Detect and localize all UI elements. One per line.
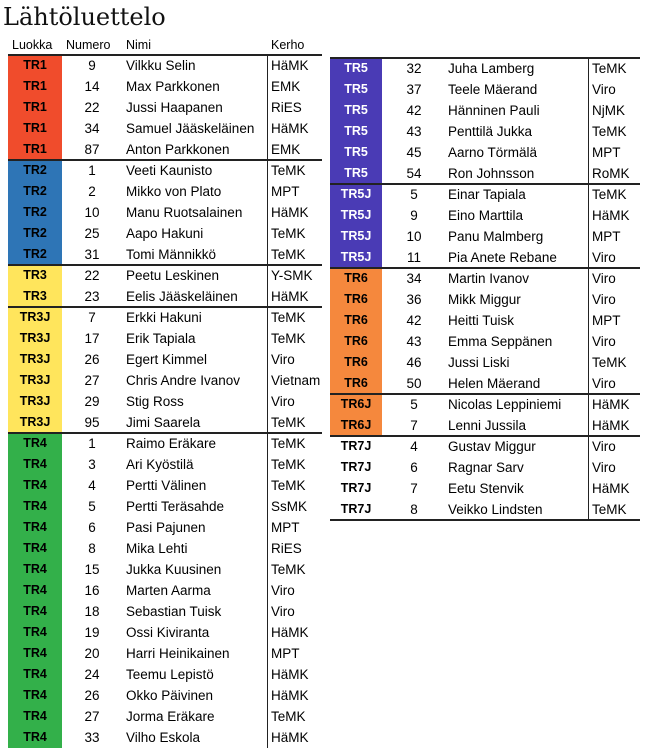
name-cell: Marten Aarma [126,583,211,598]
club-cell: SsMK [271,499,308,514]
name-cell: Manu Ruotsalainen [126,205,243,220]
name-cell: Gustav Miggur [448,439,536,454]
number-cell: 7 [410,481,418,496]
header-class: Luokka [12,38,53,52]
table-row [8,76,322,97]
club-cell: MPT [271,184,300,199]
table-row [8,265,322,286]
number-cell: 54 [406,166,422,181]
name-cell: Tomi Männikkö [126,247,217,262]
class-cell: TR6 [330,352,382,373]
class-cell: TR5 [330,121,382,142]
table-row [8,97,322,118]
club-cell: HäMK [271,688,309,703]
table-row [8,118,322,139]
number-cell: 9 [410,208,418,223]
table-row [8,160,322,181]
number-cell: 6 [410,460,418,475]
table-row [330,457,640,478]
class-cell: TR4 [8,559,62,580]
club-cell: HäMK [271,205,309,220]
class-cell: TR4 [8,622,62,643]
number-cell: 16 [84,583,100,598]
number-cell: 26 [84,688,100,703]
table-row [8,328,322,349]
number-cell: 8 [88,541,96,556]
club-cell: HäMK [592,397,630,412]
number-cell: 25 [84,226,100,241]
table-row [330,310,640,331]
table-row [8,496,322,517]
class-cell: TR7J [330,478,382,499]
class-cell: TR4 [8,517,62,538]
name-cell: Erkki Hakuni [126,310,202,325]
class-cell: TR3J [8,328,62,349]
table-row [8,391,322,412]
name-cell: Pasi Pajunen [126,520,206,535]
name-cell: Max Parkkonen [126,79,220,94]
class-cell: TR2 [8,244,62,265]
name-cell: Stig Ross [126,394,184,409]
class-cell: TR1 [8,55,62,76]
page-title: Lähtöluettelo [3,3,166,31]
name-cell: Penttilä Jukka [448,124,533,139]
class-cell: TR1 [8,76,62,97]
table-row [8,559,322,580]
table-row [8,55,322,76]
table-row [330,415,640,436]
club-cell: Viro [592,292,616,307]
table-row [8,454,322,475]
class-cell: TR5 [330,79,382,100]
club-cell: TeMK [271,457,306,472]
group-separator [8,159,322,161]
group-separator [330,267,640,269]
number-cell: 9 [88,58,96,73]
name-cell: Teemu Lepistö [126,667,214,682]
name-cell: Jukka Kuusinen [126,562,222,577]
club-cell: TeMK [271,478,306,493]
club-cell: TeMK [271,436,306,451]
header-name: Nimi [126,38,151,52]
class-cell: TR4 [8,727,62,748]
class-cell: TR7J [330,457,382,478]
name-cell: Jussi Liski [448,355,510,370]
club-cell: Viro [592,250,616,265]
number-cell: 5 [88,499,96,514]
number-cell: 14 [84,79,100,94]
number-cell: 37 [406,82,422,97]
group-separator [330,183,640,185]
number-cell: 4 [410,439,418,454]
name-cell: Helen Mäerand [448,376,541,391]
number-cell: 22 [84,100,100,115]
table-row [8,412,322,433]
number-cell: 95 [84,415,100,430]
club-cell: Viro [592,82,616,97]
club-cell: Viro [271,583,295,598]
class-cell: TR6 [330,289,382,310]
table-row [8,202,322,223]
table-row [8,475,322,496]
table-row [8,727,322,748]
number-cell: 34 [84,121,100,136]
name-cell: Eelis Jääskeläinen [126,289,238,304]
name-cell: Ossi Kiviranta [126,625,210,640]
club-cell: Viro [592,460,616,475]
club-cell: TeMK [592,124,627,139]
table-row [8,601,322,622]
name-cell: Chris Andre Ivanov [126,373,241,388]
number-cell: 42 [406,313,422,328]
number-cell: 7 [410,418,418,433]
name-cell: Eino Marttila [448,208,524,223]
club-cell: Viro [271,394,295,409]
club-cell: HäMK [592,208,630,223]
table-row [330,268,640,289]
name-cell: Lenni Jussila [448,418,527,433]
club-cell: TeMK [271,709,306,724]
number-cell: 24 [84,667,100,682]
class-cell: TR3J [8,349,62,370]
table-row [330,373,640,394]
name-cell: Hänninen Pauli [448,103,540,118]
table-row [330,331,640,352]
name-cell: Panu Malmberg [448,229,544,244]
class-cell: TR5J [330,247,382,268]
class-cell: TR4 [8,475,62,496]
number-cell: 10 [406,229,422,244]
name-cell: Aarno Törmälä [448,145,538,160]
club-cell: NjMK [592,103,625,118]
table-row [8,307,322,328]
table-row [330,226,640,247]
table-row [330,121,640,142]
table-row [330,394,640,415]
name-cell: Jimi Saarela [126,415,201,430]
name-cell: Raimo Eräkare [126,436,217,451]
table-row [8,433,322,454]
table-row [8,286,322,307]
club-cell: RiES [271,100,302,115]
group-separator [8,432,322,434]
class-cell: TR3J [8,391,62,412]
number-cell: 8 [410,502,418,517]
left-start-list-table [8,55,322,755]
class-cell: TR1 [8,118,62,139]
club-cell: HäMK [271,121,309,136]
club-cell: MPT [271,646,300,661]
table-row [330,142,640,163]
table-row [8,517,322,538]
number-cell: 19 [84,625,100,640]
club-cell: MPT [592,145,621,160]
class-cell: TR3J [8,370,62,391]
table-row [8,244,322,265]
club-cell: MPT [592,229,621,244]
name-cell: Einar Tapiala [448,187,526,202]
number-cell: 2 [88,184,96,199]
name-cell: Pertti Välinen [126,478,207,493]
club-cell: Viro [271,604,295,619]
group-separator [330,435,640,437]
class-cell: TR5 [330,142,382,163]
club-cell: EMK [271,142,301,157]
club-cell: TeMK [592,355,627,370]
group-separator [330,393,640,395]
name-cell: Ragnar Sarv [448,460,524,475]
number-cell: 11 [406,250,421,265]
table-row [330,163,640,184]
group-separator [8,54,322,56]
name-cell: Ari Kyöstilä [126,457,194,472]
club-cell: HäMK [271,667,309,682]
club-cell: TeMK [271,247,306,262]
table-row [330,352,640,373]
club-cell: Viro [592,334,616,349]
club-cell: TeMK [271,310,306,325]
club-cell: TeMK [592,502,627,517]
class-cell: TR3J [8,412,62,433]
name-cell: Teele Mäerand [448,82,538,97]
class-cell: TR5J [330,226,382,247]
number-cell: 29 [84,394,100,409]
club-cell: TeMK [271,562,306,577]
name-cell: Harri Heinikainen [126,646,230,661]
name-cell: Jorma Eräkare [126,709,215,724]
name-cell: Eetu Stenvik [448,481,524,496]
name-cell: Nicolas Leppiniemi [448,397,562,412]
number-cell: 7 [88,310,96,325]
club-column-divider [588,58,589,520]
number-cell: 34 [406,271,422,286]
club-cell: TeMK [271,415,306,430]
table-row [330,478,640,499]
class-cell: TR1 [8,97,62,118]
name-cell: Emma Seppänen [448,334,553,349]
name-cell: Mika Lehti [126,541,188,556]
club-cell: Viro [271,352,295,367]
table-row [8,538,322,559]
number-cell: 36 [406,292,422,307]
class-cell: TR4 [8,496,62,517]
class-cell: TR7J [330,499,382,520]
club-cell: EMK [271,79,301,94]
number-cell: 18 [84,604,100,619]
header-number: Numero [66,38,111,52]
club-cell: TeMK [271,331,306,346]
table-row [8,643,322,664]
class-cell: TR5 [330,100,382,121]
number-cell: 31 [84,247,100,262]
class-cell: TR4 [8,643,62,664]
class-cell: TR5J [330,184,382,205]
club-cell: Viro [592,439,616,454]
class-cell: TR4 [8,454,62,475]
number-cell: 17 [84,331,100,346]
number-cell: 87 [84,142,100,157]
class-cell: TR4 [8,685,62,706]
table-bottom-border [330,519,640,521]
class-cell: TR5 [330,58,382,79]
table-row [330,436,640,457]
class-cell: TR7J [330,436,382,457]
number-cell: 5 [410,397,418,412]
class-cell: TR6J [330,415,382,436]
number-cell: 26 [84,352,100,367]
group-separator [8,264,322,266]
table-row [8,370,322,391]
name-cell: Ron Johnsson [448,166,535,181]
table-row [330,58,640,79]
class-cell: TR4 [8,706,62,727]
club-cell: HäMK [592,481,630,496]
table-row [8,139,322,160]
number-cell: 33 [84,730,100,745]
table-row [330,289,640,310]
name-cell: Samuel Jääskeläinen [126,121,255,136]
class-cell: TR6 [330,268,382,289]
number-cell: 10 [84,205,100,220]
class-cell: TR6 [330,373,382,394]
number-cell: 43 [406,124,422,139]
number-cell: 42 [406,103,422,118]
table-row [330,100,640,121]
table-row [8,664,322,685]
club-cell: HäMK [592,418,630,433]
class-cell: TR2 [8,181,62,202]
name-cell: Veikko Lindsten [448,502,543,517]
club-cell: MPT [271,520,300,535]
club-cell: HäMK [271,625,309,640]
right-start-list-table [330,58,640,524]
club-cell: TeMK [271,163,306,178]
name-cell: Okko Päivinen [126,688,214,703]
club-cell: RiES [271,541,302,556]
class-cell: TR6 [330,310,382,331]
number-cell: 46 [406,355,422,370]
club-cell: Y-SMK [271,268,313,283]
class-cell: TR3J [8,307,62,328]
number-cell: 45 [406,145,422,160]
table-row [8,181,322,202]
table-row [8,223,322,244]
class-cell: TR3 [8,265,62,286]
number-cell: 43 [406,334,422,349]
table-row [330,205,640,226]
table-row [8,685,322,706]
class-cell: TR3 [8,286,62,307]
club-cell: MPT [592,313,621,328]
number-cell: 32 [406,61,422,76]
class-cell: TR4 [8,538,62,559]
club-cell: TeMK [271,226,306,241]
club-column-divider [267,55,268,748]
table-row [8,706,322,727]
name-cell: Peetu Leskinen [126,268,220,283]
club-cell: HäMK [271,289,309,304]
number-cell: 3 [88,457,96,472]
name-cell: Anton Parkkonen [126,142,230,157]
name-cell: Jussi Haapanen [126,100,223,115]
name-cell: Vilho Eskola [126,730,201,745]
club-cell: HäMK [271,730,309,745]
class-cell: TR4 [8,580,62,601]
number-cell: 22 [84,268,100,283]
class-cell: TR4 [8,601,62,622]
name-cell: Pia Anete Rebane [448,250,557,265]
class-cell: TR2 [8,202,62,223]
name-cell: Egert Kimmel [126,352,208,367]
table-row [330,247,640,268]
club-cell: Viro [592,376,616,391]
table-row [8,622,322,643]
name-cell: Erik Tapiala [126,331,196,346]
name-cell: Aapo Hakuni [126,226,204,241]
number-cell: 27 [84,709,100,724]
table-row [330,499,640,520]
club-cell: TeMK [592,187,627,202]
class-cell: TR2 [8,160,62,181]
number-cell: 23 [84,289,100,304]
number-cell: 4 [88,478,96,493]
table-row [8,580,322,601]
name-cell: Vilkku Selin [126,58,196,73]
name-cell: Mikk Miggur [448,292,521,307]
number-cell: 1 [88,163,96,178]
class-cell: TR4 [8,433,62,454]
class-cell: TR5J [330,205,382,226]
class-cell: TR4 [8,664,62,685]
name-cell: Sebastian Tuisk [126,604,222,619]
class-cell: TR5 [330,163,382,184]
class-cell: TR6J [330,394,382,415]
table-row [330,184,640,205]
table-row [330,79,640,100]
club-cell: RoMK [592,166,630,181]
class-cell: TR1 [8,139,62,160]
header-club: Kerho [271,38,305,52]
name-cell: Martin Ivanov [448,271,530,286]
name-cell: Pertti Teräsahde [126,499,225,514]
number-cell: 50 [406,376,422,391]
number-cell: 27 [84,373,100,388]
club-cell: HäMK [271,58,309,73]
number-cell: 20 [84,646,100,661]
name-cell: Heitti Tuisk [448,313,515,328]
club-cell: Vietnam [271,373,321,388]
number-cell: 6 [88,520,96,535]
group-separator [330,57,640,59]
name-cell: Veeti Kaunisto [126,163,213,178]
number-cell: 15 [84,562,100,577]
number-cell: 5 [410,187,418,202]
club-cell: Viro [592,271,616,286]
number-cell: 1 [88,436,96,451]
class-cell: TR2 [8,223,62,244]
name-cell: Mikko von Plato [126,184,222,199]
club-cell: TeMK [592,61,627,76]
class-cell: TR6 [330,331,382,352]
group-separator [8,306,322,308]
table-row [8,349,322,370]
name-cell: Juha Lamberg [448,61,535,76]
